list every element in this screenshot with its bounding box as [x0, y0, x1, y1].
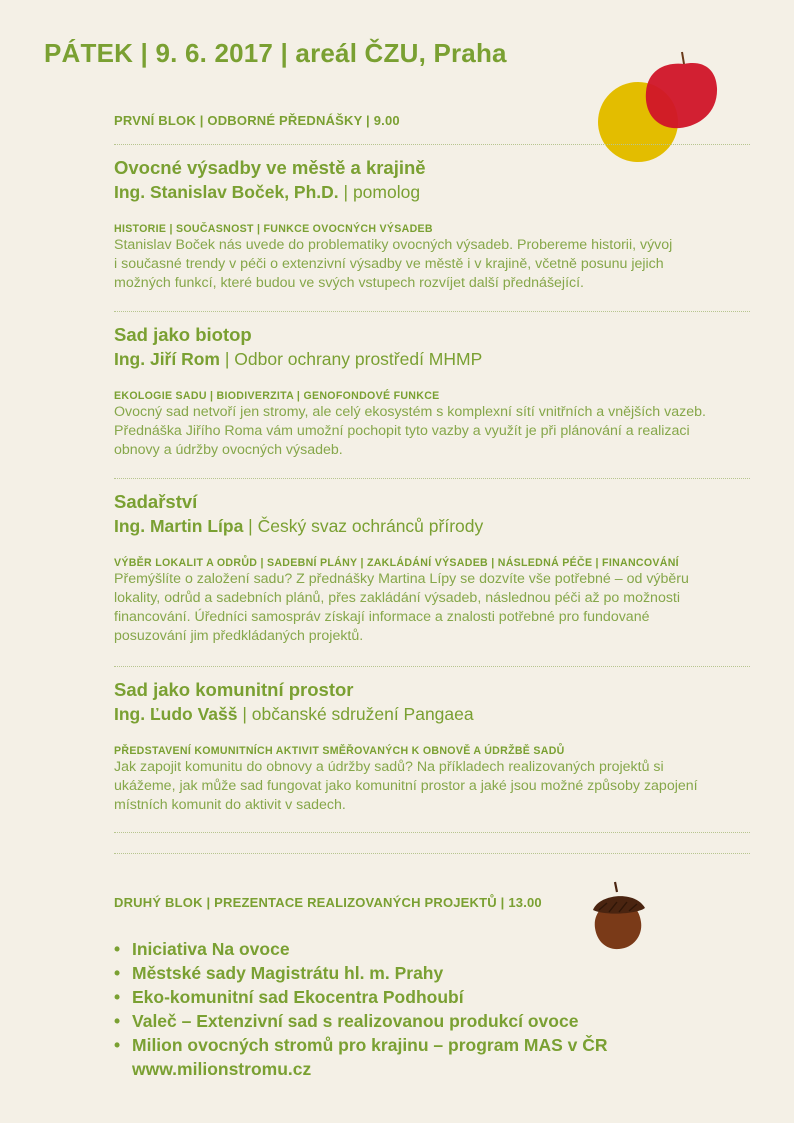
talk-topics: VÝBĚR LOKALIT A ODRŮD | SADEBNÍ PLÁNY | ZAKLÁDÁNÍ VÝSADEB | NÁSLEDNÁ PÉČE | FINANCOVÁNÍ [114, 557, 679, 569]
talk-speaker-line: Ing. Jiří Rom | Odbor ochrany prostředí MHMP [114, 349, 483, 369]
list-item [114, 985, 607, 1009]
talk-topics: HISTORIE | SOUČASNOST | FUNKCE OVOCNÝCH VÝSADEB [114, 223, 433, 235]
project-url[interactable]: www.milionstromu.cz [132, 1059, 312, 1079]
desc-line: i současné trendy v péči o extenzivní výsadby ve městě i v krajině, včetně posunu jejich [114, 256, 664, 272]
bullet: • [114, 1035, 121, 1055]
desc-line: Ovocný sad netvoří jen stromy, ale celý ekosystém s komplexní sítí vnitřních a vnějších vazeb. [114, 404, 706, 420]
talk-description [114, 403, 754, 460]
apple-pear-illustration [596, 48, 722, 168]
project-list [114, 937, 607, 1081]
page-title: PÁTEK | 9. 6. 2017 | areál ČZU, Praha [44, 38, 507, 68]
talk-topics: EKOLOGIE SADU | BIODIVERZITA | GENOFONDOVÉ FUNKCE [114, 390, 440, 402]
desc-line: místních komunit do aktivit v sadech. [114, 797, 346, 813]
divider [114, 853, 750, 854]
project-name: Eko-komunitní sad Ekocentra Podhoubí [132, 987, 464, 1007]
talk-title: Sad jako biotop [114, 324, 252, 345]
speaker-name: Ing. Martin Lípa [114, 516, 244, 536]
talk-4 [114, 678, 754, 815]
talk-speaker-line: Ing. Stanislav Boček, Ph.D. | pomolog [114, 182, 421, 202]
talk-title: Sadařství [114, 491, 198, 512]
speaker-name: Ing. Ľudo Vašš [114, 704, 238, 724]
talk-1 [114, 156, 754, 293]
talk-2 [114, 323, 754, 460]
speaker-name: Ing. Stanislav Boček, Ph.D. [114, 182, 339, 202]
project-name: Milion ovocných stromů pro krajinu – program MAS v ČR [132, 1035, 608, 1055]
desc-line: Přemýšlíte o založení sadu? Z přednášky Martina Lípy se dozvíte vše potřebné – od výběru [114, 571, 689, 587]
desc-line: možných funkcí, které budou ve svých vstupech rozvíjet další přednášející. [114, 275, 584, 291]
project-name: Valeč – Extenzivní sad s realizovanou produkcí ovoce [132, 1011, 579, 1031]
divider [114, 478, 750, 479]
talk-3 [114, 490, 754, 646]
bullet: • [114, 939, 121, 959]
talk-topics: PŘEDSTAVENÍ KOMUNITNÍCH AKTIVIT SMĚŘOVANÝCH K OBNOVĚ A ÚDRŽBĚ SADŮ [114, 745, 565, 757]
talk-title: Ovocné výsadby ve městě a krajině [114, 157, 426, 178]
desc-line: posuzování jim předkládaných projektů. [114, 628, 364, 644]
desc-line: financování. Úředníci samospráv získají informace a znalosti potřebné pro fundované [114, 609, 650, 625]
speaker-affiliation: Český svaz ochránců přírody [257, 516, 484, 536]
talk-speaker-line: Ing. Ľudo Vašš | občanské sdružení Pangaea [114, 704, 474, 724]
speaker-affiliation: Odbor ochrany prostředí MHMP [234, 349, 483, 369]
project-name: Městské sady Magistrátu hl. m. Prahy [132, 963, 444, 983]
red-apple [646, 63, 717, 128]
divider [114, 832, 750, 833]
list-item [114, 961, 607, 985]
desc-line: obnovy a údržby ovocných výsadeb. [114, 442, 343, 458]
list-item [114, 937, 607, 961]
bullet: • [114, 987, 121, 1007]
divider [114, 311, 750, 312]
speaker-affiliation: pomolog [352, 182, 421, 202]
project-name: Iniciativa Na ovoce [132, 939, 290, 959]
desc-line: lokality, odrůd a sadebních plánů, přes zakládání výsadeb, následnou péči až po možnosti [114, 590, 681, 606]
desc-line: Stanislav Boček nás uvede do problematiky ovocných výsadeb. Probereme historii, vývoj [114, 237, 673, 253]
divider [114, 666, 750, 667]
desc-line: ukážeme, jak může sad fungovat jako komunitní prostor a jaké jsou možné způsoby zapojení [114, 778, 698, 794]
divider [114, 144, 750, 145]
talk-title: Sad jako komunitní prostor [114, 679, 354, 700]
talk-description [114, 236, 754, 293]
speaker-affiliation: občanské sdružení Pangaea [251, 704, 474, 724]
desc-line: Přednáška Jiřího Roma vám umožní pochopit tyto vazby a využít je při plánování a realizaci [114, 423, 690, 439]
talk-description [114, 570, 754, 646]
desc-line: Jak zapojit komunitu do obnovy a údržby sadů? Na příkladech realizovaných projektů si [114, 759, 664, 775]
block-1-heading: PRVNÍ BLOK | ODBORNÉ PŘEDNÁŠKY | 9.00 [114, 113, 400, 128]
bullet: • [114, 963, 121, 983]
list-item [114, 1033, 607, 1081]
speaker-name: Ing. Jiří Rom [114, 349, 220, 369]
list-item [114, 1009, 607, 1033]
block-2-heading: DRUHÝ BLOK | PREZENTACE REALIZOVANÝCH PROJEKTŮ | 13.00 [114, 895, 542, 910]
bullet: • [114, 1011, 121, 1031]
talk-speaker-line: Ing. Martin Lípa | Český svaz ochránců přírody [114, 516, 484, 536]
talk-description [114, 758, 754, 815]
